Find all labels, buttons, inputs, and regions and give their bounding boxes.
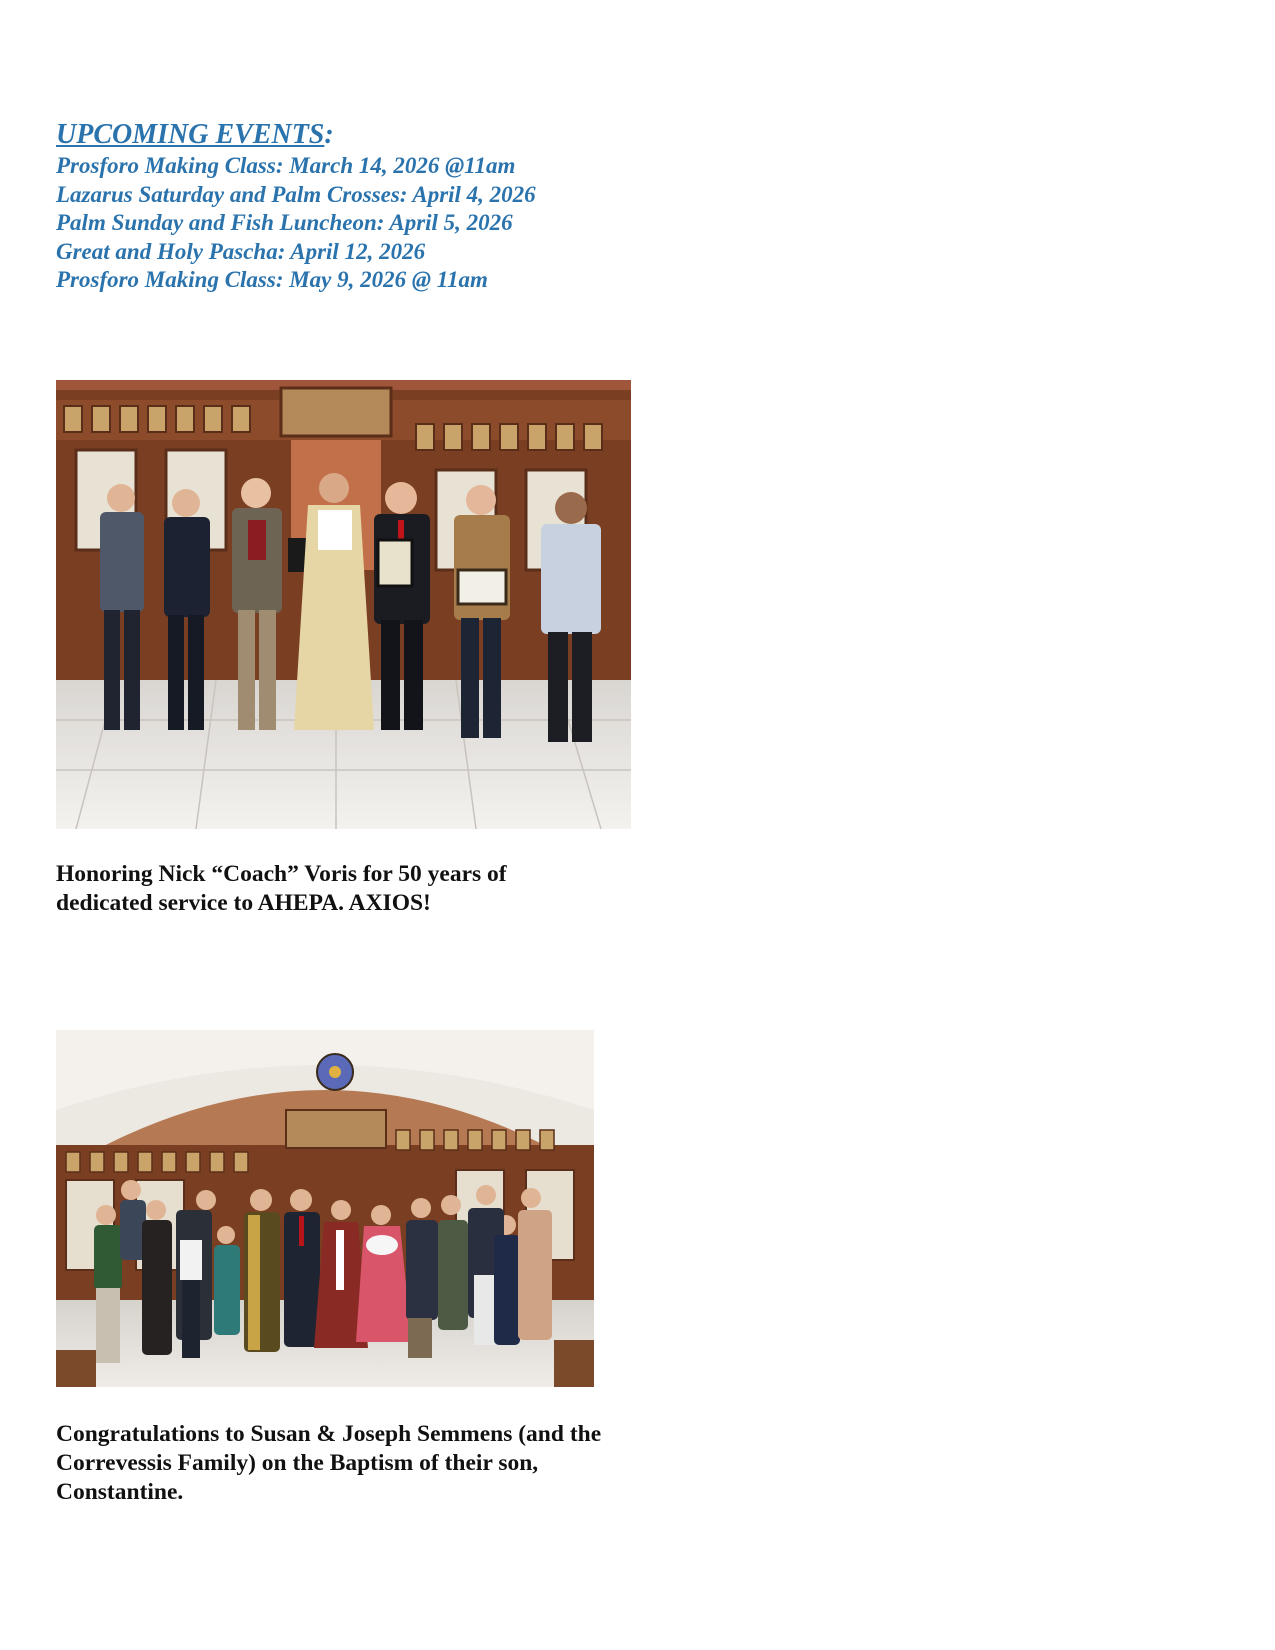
event-item: Great and Holy Pascha: April 12, 2026 — [56, 238, 426, 264]
event-item: Prosforo Making Class: March 14, 2026 @11am — [56, 153, 516, 178]
event-item: Palm Sunday and Fish Luncheon: April 5, 2026 — [56, 210, 513, 235]
event-item: Lazarus Saturday and Palm Crosses: April 4, 2026 — [56, 181, 536, 207]
events-list — [56, 152, 756, 295]
baptism-caption: Congratulations to Susan & Joseph Semmens (and the Correvessis Family) on the Baptism of their son, Constantine. — [56, 1421, 602, 1505]
honoring-photo-image — [56, 380, 631, 829]
events-heading-colon: : — [324, 119, 334, 150]
event-item: Prosforo Making Class: May 9, 2026 @ 11am — [56, 267, 488, 292]
baptism-photo — [56, 1030, 594, 1387]
events-heading-title: UPCOMING EVENTS — [56, 119, 325, 150]
events-heading — [56, 118, 756, 152]
baptism-photo-image — [56, 1030, 594, 1387]
upcoming-events — [56, 118, 756, 295]
honoring-photo — [56, 380, 631, 829]
honoring-caption: Honoring Nick “Coach” Voris for 50 years of dedicated service to AHEPA. AXIOS! — [56, 861, 507, 916]
